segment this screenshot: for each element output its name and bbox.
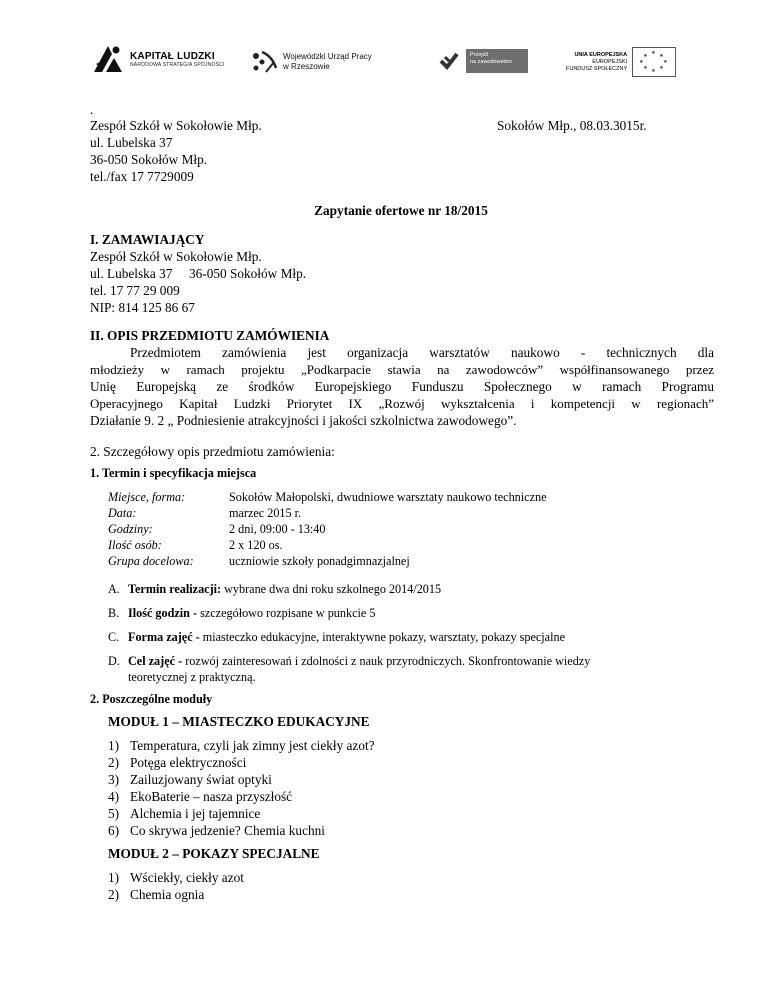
letter-item-bold: Cel zajęć - — [128, 654, 183, 668]
letter-item-text-cont: teoretycznej z praktyczną. — [128, 670, 256, 684]
letter-item — [108, 629, 708, 645]
letter-marker: B. — [108, 606, 120, 620]
sender-address — [90, 117, 262, 185]
list-item — [108, 737, 375, 754]
wup-emblem-icon — [250, 48, 280, 76]
spec-row — [108, 553, 708, 569]
spec-value: 2 x 120 os. — [229, 538, 283, 552]
section1-line: tel. 17 77 29 009 — [90, 283, 180, 298]
spec-table — [108, 489, 708, 569]
list-text: Co skrywa jedzenie? Chemia kuchni — [130, 823, 325, 838]
letter-item-text: miasteczko edukacyjne, interaktywne pokazy, warsztaty, pokazy specjalne — [199, 630, 565, 644]
section2-paragraph-line: Operacyjnego Kapitał Ludzki Priorytet IX „Rozwój wykształcenia i kompetencji w regionach” — [90, 396, 714, 411]
spec-label: Data: — [108, 506, 137, 520]
module1-title: MODUŁ 1 – MIASTECZKO EDUKACYJNE — [108, 714, 370, 729]
spec-row — [108, 505, 708, 521]
section1-heading: I. ZAMAWIAJĄCY — [90, 232, 205, 247]
kapital-ludzki-logo — [92, 42, 225, 76]
letter-item-text: wybrane dwa dni roku szkolnego 2014/2015 — [221, 582, 442, 596]
section2-paragraph-last: Działanie 9. 2 „ Podniesienie atrakcyjności i jakości szkolnictwa zawodowego”. — [90, 413, 517, 428]
letter-item-text: rozwój zainteresowań i zdolności z nauk przyrodniczych. Skonfrontowanie wiedzy — [182, 654, 591, 668]
letter-list — [108, 581, 708, 685]
wup-line1: Wojewódzki Urząd Pracy — [283, 52, 372, 61]
przejdz-box — [466, 49, 528, 73]
przejdz-line2: na zawodowstwo — [470, 59, 512, 65]
list-number: 5) — [108, 806, 120, 821]
section1-line: NIP: 814 125 86 67 — [90, 300, 195, 315]
section1-line: Zespół Szkół w Sokołowie Młp. — [90, 249, 262, 264]
section1-line: ul. Lubelska 37 36-050 Sokołów Młp. — [90, 266, 307, 281]
place-date: Sokołów Młp., 08.03.3015r. — [497, 118, 647, 133]
spec-label: Ilość osób: — [108, 538, 162, 552]
list-item — [108, 754, 375, 771]
list-number: 1) — [108, 738, 120, 753]
list-number: 3) — [108, 772, 120, 787]
letter-item-bold: Forma zajęć - — [128, 630, 200, 644]
przejdz-logo — [438, 49, 528, 73]
module2-list — [108, 869, 244, 903]
letter-item-bold: Termin realizacji: — [128, 582, 222, 596]
point2-heading: 2. Poszczególne moduły — [90, 692, 213, 706]
section2-paragraph-line: Przedmiotem zamówienia jest organizacja warsztatów naukowo - technicznych dla — [130, 345, 714, 360]
ue-line1: UNIA EUROPEJSKA — [574, 51, 628, 58]
kapital-ludzki-emblem-icon — [92, 42, 126, 76]
spec-row — [108, 537, 708, 553]
section2-paragraph-line: młodzieży w ramach projektu „Podkarpacie stawia na zawodowców” współfinansowanego przez — [90, 362, 714, 377]
kapital-ludzki-subtitle: NARODOWA STRATEGIA SPÓJNOŚCI — [130, 61, 225, 68]
letter-marker: A. — [108, 582, 120, 596]
list-number: 1) — [108, 870, 120, 885]
list-item — [108, 869, 244, 886]
kapital-ludzki-title: KAPITAŁ LUDZKI — [130, 50, 215, 62]
ue-logo — [566, 47, 676, 77]
list-text: Zailuzjowany świat optyki — [130, 772, 272, 787]
section2-heading: II. OPIS PRZEDMIOTU ZAMÓWIENIA — [90, 328, 330, 343]
list-text: Alchemia i jej tajemnice — [130, 806, 261, 821]
list-text: Potęga elektryczności — [130, 755, 247, 770]
spec-label: Miejsce, forma: — [108, 490, 186, 504]
list-text: Wściekły, ciekły azot — [130, 870, 244, 885]
ue-line2: EUROPEJSKI — [592, 58, 628, 65]
list-number: 6) — [108, 823, 120, 838]
letter-item — [108, 605, 708, 621]
letter-item — [108, 653, 708, 685]
eu-flag-icon: ★ ★ ★ ★ ★ ★ ★ ★ — [632, 47, 676, 77]
ue-line3: FUNDUSZ SPOŁECZNY — [566, 65, 628, 72]
letter-item — [108, 581, 708, 597]
section-zamawiajacy — [90, 231, 306, 316]
letter-item-text: szczegółowo rozpisane w punkcie 5 — [197, 606, 376, 620]
spec-label: Grupa docelowa: — [108, 554, 194, 568]
spec-value: marzec 2015 r. — [229, 506, 302, 520]
list-item — [108, 788, 375, 805]
section2-paragraph-line: Unię Europejską ze środków Europejskiego Funduszu Społecznego w ramach Programu — [90, 379, 714, 394]
list-text: Temperatura, czyli jak zimny jest ciekły azot? — [130, 738, 375, 753]
list-item — [108, 822, 375, 839]
spec-row — [108, 489, 708, 505]
list-number: 2) — [108, 887, 120, 902]
list-number: 2) — [108, 755, 120, 770]
letter-item-bold: Ilość godzin - — [128, 606, 198, 620]
module1-list — [108, 737, 375, 839]
list-text: EkoBaterie – nasza przyszłość — [130, 789, 293, 804]
sender-street: ul. Lubelska 37 — [90, 135, 173, 150]
module2-title: MODUŁ 2 – POKAZY SPECJALNE — [108, 846, 320, 861]
stray-dot: . — [90, 102, 94, 117]
letter-marker: D. — [108, 654, 120, 668]
spec-value: Sokołów Małopolski, dwudniowe warsztaty naukowo techniczne — [229, 490, 547, 504]
spec-row — [108, 521, 708, 537]
letter-marker: C. — [108, 630, 120, 644]
point1-heading: 1. Termin i specyfikacja miejsca — [90, 466, 257, 480]
logo-strip — [0, 38, 768, 88]
spec-value: uczniowie szkoły ponadgimnazjalnej — [229, 554, 410, 568]
sender-phone: tel./fax 17 7729009 — [90, 169, 194, 184]
sender-name: Zespół Szkół w Sokołowie Młp. — [90, 118, 262, 133]
wup-line2: w Rzeszowie — [283, 62, 330, 71]
przejdz-line1: Przejdź — [470, 52, 489, 58]
list-item — [108, 805, 375, 822]
sender-city: 36-050 Sokołów Młp. — [90, 152, 208, 167]
section-opis — [90, 327, 714, 429]
detail-heading: 2. Szczegółowy opis przedmiotu zamówienia: — [90, 444, 335, 459]
wup-logo — [250, 48, 372, 76]
document-title: Zapytanie ofertowe nr 18/2015 — [314, 203, 488, 218]
list-item — [108, 771, 375, 788]
spec-label: Godziny: — [108, 522, 153, 536]
list-number: 4) — [108, 789, 120, 804]
spec-value: 2 dni, 09:00 - 13:40 — [229, 522, 326, 536]
list-item — [108, 886, 244, 903]
list-text: Chemia ognia — [130, 887, 205, 902]
przejdz-emblem-icon — [438, 50, 460, 72]
